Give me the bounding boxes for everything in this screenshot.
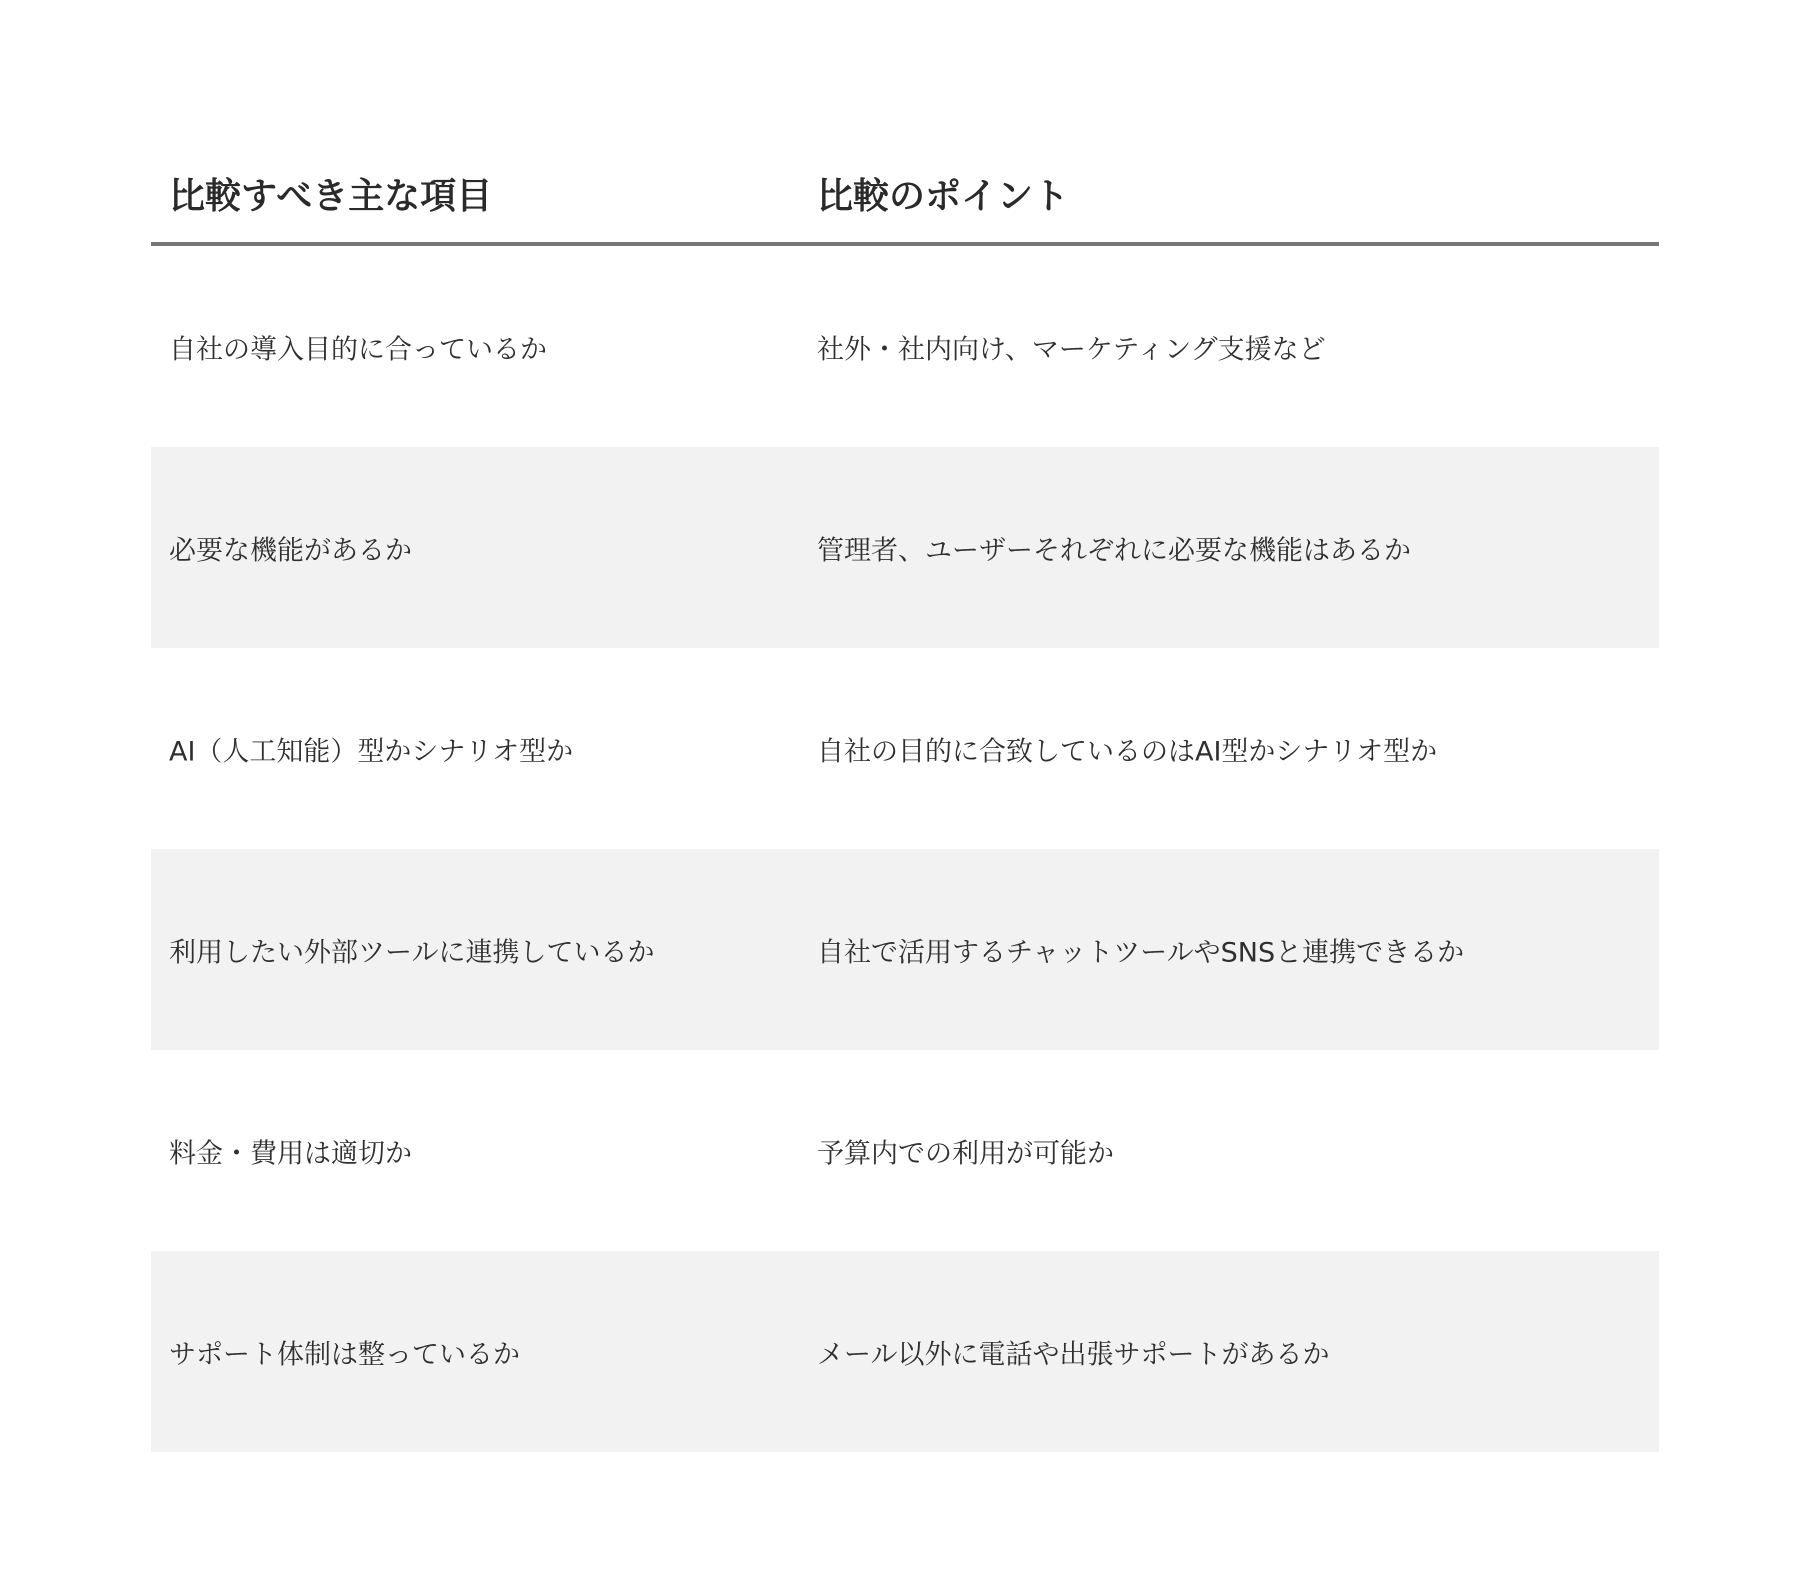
table-body [151, 246, 1659, 1452]
table-row [151, 1050, 1659, 1251]
row-item: AI（人工知能）型かシナリオ型か [169, 736, 574, 767]
comparison-table [151, 140, 1659, 1452]
row-point: 自社で活用するチャットツールやSNSと連携できるか [817, 937, 1465, 968]
row-point: 自社の目的に合致しているのはAI型かシナリオ型か [817, 736, 1438, 767]
header-point: 比較のポイント [817, 176, 1070, 217]
row-item: 必要な機能があるか [169, 535, 412, 566]
header-item: 比較すべき主な項目 [169, 176, 493, 217]
row-point: 社外・社内向け、マーケティング支援など [817, 334, 1326, 365]
row-point: 予算内での利用が可能か [817, 1138, 1114, 1169]
row-item: サポート体制は整っているか [169, 1339, 520, 1370]
table-header [151, 140, 1659, 246]
table-row [151, 246, 1659, 447]
row-item: 利用したい外部ツールに連携しているか [169, 937, 655, 968]
table-row [151, 648, 1659, 849]
row-item: 自社の導入目的に合っているか [169, 334, 547, 365]
table-row [151, 849, 1659, 1050]
table-row [151, 1251, 1659, 1452]
table-row [151, 447, 1659, 648]
row-item: 料金・費用は適切か [169, 1138, 412, 1169]
row-point: 管理者、ユーザーそれぞれに必要な機能はあるか [817, 535, 1411, 566]
row-point: メール以外に電話や出張サポートがあるか [817, 1339, 1330, 1370]
